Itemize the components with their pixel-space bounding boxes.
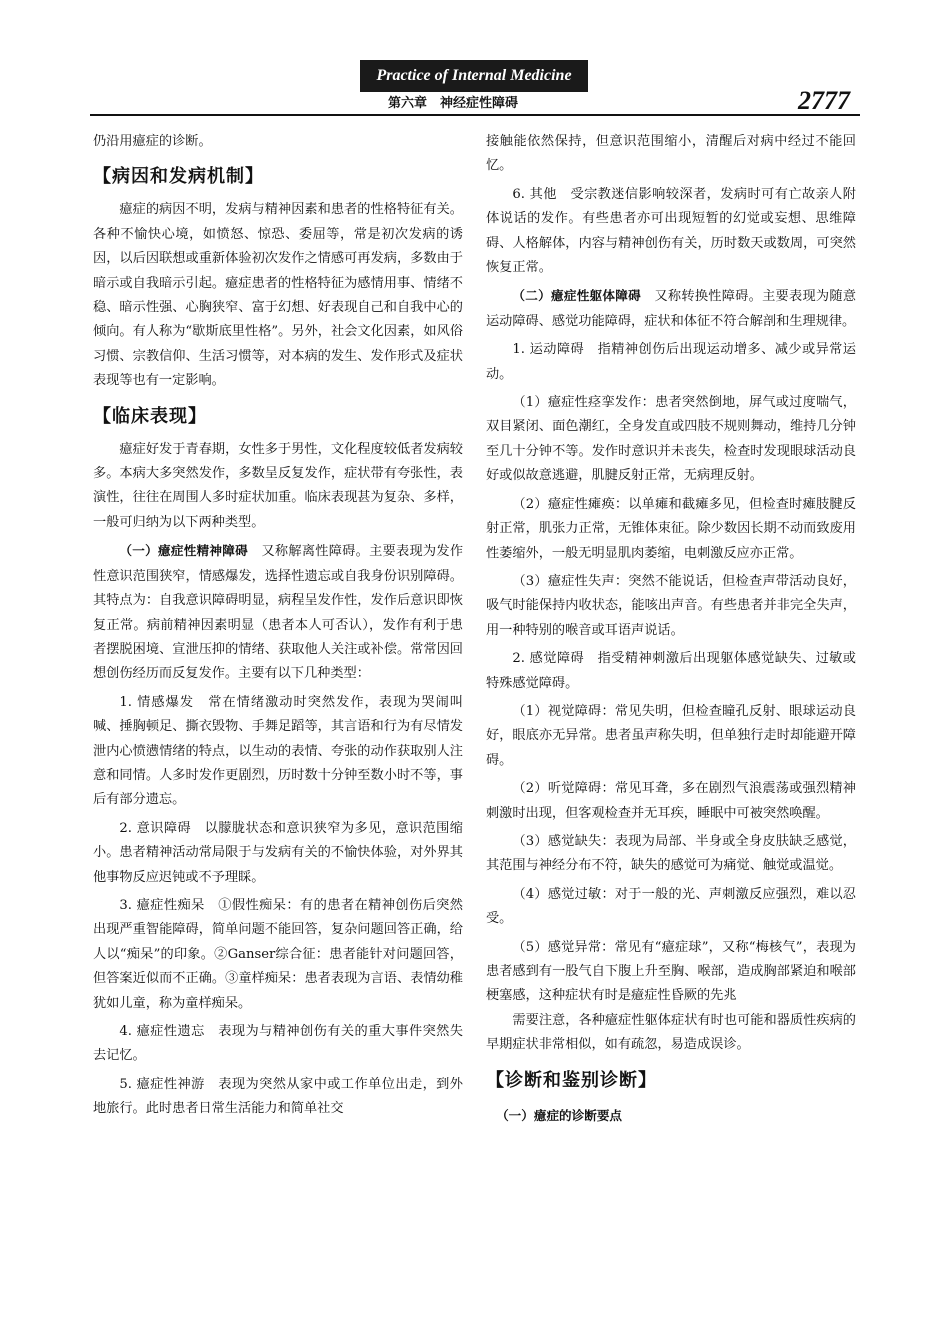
paragraph: 1. 情感爆发 常在情绪激动时突然发作，表现为哭闹叫喊、捶胸顿足、撕衣毁物、手舞足蹈等，其言语和行为有尽情发泄内心愤懑情绪的特点，以生动的表情、夸张的动作获取别人注意和同情。人多时发作更剧烈，历时数十分钟至数小时不等，事后有部分遗忘。 [93, 694, 463, 808]
section-heading: 【临床表现】 [93, 405, 207, 427]
subsection-heading: （一）癔症的诊断要点 [496, 1107, 623, 1123]
paragraph-text: 又称转换性障碍。主要表现为随意运动障碍、感觉功能障碍，症状和体征不符合解剖和生理规律。 [486, 289, 857, 329]
section-heading: 【病因和发病机制】 [93, 166, 264, 188]
paragraph: 6. 其他 受宗教迷信影响较深者，发病时可有亡故亲人附体说话的发作。有些患者亦可出现短暂的幻觉或妄想、思维障碍、人格解体，内容与精神创伤有关，历时数天或数周，可突然恢复正常。 [486, 186, 856, 276]
paragraph: 癔症好发于青春期，女性多于男性，文化程度较低者发病较多。本病大多突然发作，多数呈反复发作，症状带有夸张性，表演性，往往在周围人多时症状加重。临床表现甚为复杂、多样，一般可归纳为以下两种类型。 [93, 441, 463, 530]
paragraph: 接触能依然保持，但意识范围缩小，清醒后对病中经过不能回忆。 [486, 134, 856, 174]
paragraph: 需要注意，各种癔症性躯体症状有时也可能和器质性疾病的早期症状非常相似，如有疏忽，易造成误诊。 [486, 1012, 856, 1053]
paragraph: 1. 运动障碍 指精神创伤后出现运动增多、减少或异常运动。 [486, 342, 856, 382]
paragraph-text: 又称解离性障碍。主要表现为发作性意识范围狭窄，情感爆发，选择性遗忘或自我身份识别障碍。其特点为：自我意识障碍明显，病程呈发作性，发作后意识即恢复正常。病前精神因素明显（患者本人可否认），发作有利于患者摆脱困境、宣泄压抑的情绪、获取他人关注或补偿。常常因回想创伤经历而反复发作。主要有以下几种类型： [93, 544, 464, 682]
paragraph: 4. 癔症性遗忘 表现为与精神创伤有关的重大事件突然失去记忆。 [93, 1024, 463, 1064]
paragraph: 2. 意识障碍 以朦胧状态和意识狭窄为多见，意识范围缩小。患者精神活动常局限于与发病有关的不愉快体验，对外界其他事物反应迟钝或不予理睬。 [93, 820, 463, 885]
paragraph: 癔症的病因不明，发病与精神因素和患者的性格特征有关。各种不愉快心境，如愤怒、惊恐、委屈等，常是初次发病的诱因，以后因联想或重新体验初次发作之情感可再发病，多数由于暗示或自我暗示引起。癔症患者的性格特征为感情用事、情绪不稳、暗示性强、心胸狭窄、富于幻想、好表现自己和自我中心的倾向。有人称为“歇斯底里性格”。另外，社会文化因素，如风俗习惯、宗教信仰、生活习惯等，对本病的发生、发作形式及症状表现等也有一定影响。 [93, 202, 463, 389]
header-rule [90, 114, 860, 116]
paragraph: （1）癔症性痉挛发作：患者突然倒地，屏气或过度喘气，双目紧闭、面色潮红，全身发直或四肢不规则舞动，维持几分钟至几十分钟不等。发作时意识并未丧失，检查时发现眼球活动良好或似故意逃避，肌腱反射正常，无病理反射。 [486, 395, 856, 484]
section-heading: 【诊断和鉴别诊断】 [486, 1069, 657, 1091]
paragraph: 仍沿用癔症的诊断。 [93, 134, 212, 149]
paragraph [486, 284, 856, 334]
paragraph: （3）感觉缺失：表现为局部、半身或全身皮肤缺乏感觉，其范围与神经分布不符，缺失的感觉可为痛觉、触觉或温觉。 [486, 833, 856, 874]
paragraph: （3）癔症性失声：突然不能说话，但检查声带活动良好，吸气时能保持内收状态，能咳出声音。有些患者并非完全失声，用一种特别的喉音或耳语声说话。 [486, 573, 856, 638]
paragraph: 2. 感觉障碍 指受精神刺激后出现躯体感觉缺失、过敏或特殊感觉障碍。 [486, 651, 856, 691]
paragraph: （2）听觉障碍：常见耳聋，多在剧烈气浪震荡或强烈精神刺激时出现，但客观检查并无耳疾，睡眠中可被突然唤醒。 [486, 781, 856, 821]
paragraph: 5. 癔症性神游 表现为突然从家中或工作单位出走，到外地旅行。此时患者日常生活能力和简单社交 [93, 1076, 463, 1117]
chapter-title: 第六章 神经症性障碍 [388, 96, 519, 111]
paragraph: 3. 癔症性痴呆 ①假性痴呆：有的患者在精神创伤后突然出现严重智能障碍，简单问题不能回答，复杂问题回答正确，给人以“痴呆”的印象。②Ganser综合征：患者能针对问题回答，但答案近似而不正确。③童样痴呆：患者表现为言语、表情幼稚犹如儿童，称为童样痴呆。 [93, 897, 463, 1011]
paragraph [93, 539, 463, 686]
right-column [486, 130, 856, 1128]
subsection-label: （一）癔症性精神障碍 [119, 543, 248, 559]
left-column [93, 130, 463, 1122]
journal-banner: Practice of Internal Medicine [360, 60, 588, 92]
paragraph: （5）感觉异常：常见有“癔症球”，又称“梅核气”，表现为患者感到有一股气自下腹上升至胸、喉部，造成胸部紧迫和喉部梗塞感，这种症状有时是癔症性昏厥的先兆 [486, 939, 856, 1004]
paragraph: （4）感觉过敏：对于一般的光、声刺激反应强烈，难以忍受。 [486, 886, 856, 927]
page-number: 2777 [798, 86, 850, 115]
paragraph: （1）视觉障碍：常见失明，但检查瞳孔反射、眼球运动良好，眼底亦无异常。患者虽声称失明，但单独行走时却能避开障碍。 [486, 703, 856, 768]
paragraph: （2）癔症性瘫痪：以单瘫和截瘫多见，但检查时瘫肢腱反射正常，肌张力正常，无锥体束征。除少数因长期不动而致废用性萎缩外，一般无明显肌肉萎缩，电刺激反应亦正常。 [486, 496, 856, 561]
subsection-label: （二）癔症性躯体障碍 [512, 288, 641, 304]
